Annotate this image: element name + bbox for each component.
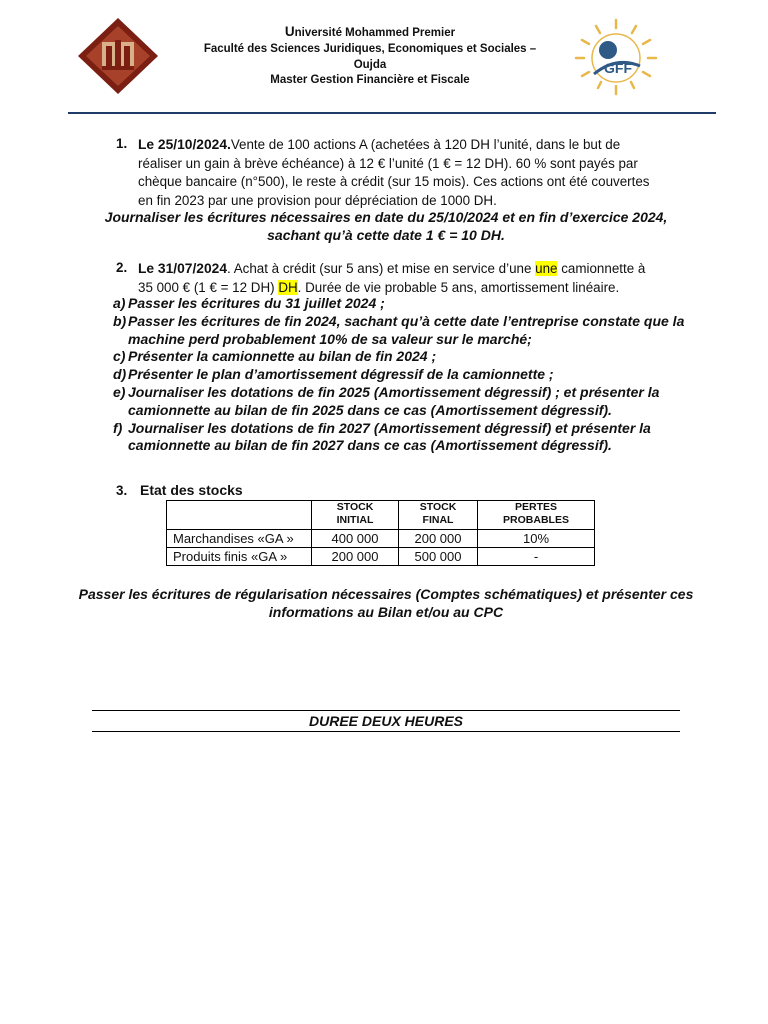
q1-line1: Vente de 100 actions A (achetées à 120 DH l’unité, dans le but de	[230, 137, 621, 152]
q1-task-line2: sachant qu’à cette date 1 € = 10 DH.	[267, 227, 505, 243]
table-header-row	[167, 501, 595, 530]
table-cell: Produits finis «GA »	[167, 548, 312, 566]
q2-highlight-une: une	[535, 261, 558, 276]
table-row	[167, 530, 595, 548]
table-header-pertes: PERTES PROBABLES	[478, 501, 595, 530]
table-cell: 200 000	[399, 530, 478, 548]
table-cell: Marchandises «GA »	[167, 530, 312, 548]
q1-task-line1: Journaliser les écritures nécessaires en date du 25/10/2024 et en fin d’exercice 2024,	[104, 209, 668, 225]
duration-label: DUREE DEUX HEURES	[308, 713, 464, 729]
q1-line3: chèque bancaire (n°500), le reste à crédit (sur 15 mois). Ces actions ont été couvertes	[138, 174, 650, 189]
q2-items-list	[113, 295, 713, 455]
q2-date: Le 31/07/2024	[138, 261, 227, 276]
q2-item-d: d) Présenter le plan d’amortissement dégressif de la camionnette ;	[113, 366, 554, 383]
header-divider	[68, 112, 716, 114]
table-cell: 500 000	[399, 548, 478, 566]
gff-logo	[568, 16, 668, 98]
q2-item-a: a) Passer les écritures du 31 juillet 2024 ;	[113, 295, 385, 311]
q2-number: 2.	[116, 260, 128, 275]
q2-body	[138, 260, 718, 297]
q3-task-line1: Passer les écritures de régularisation nécessaires (Comptes schématiques) et présenter ces	[78, 586, 694, 602]
q3-title: Etat des stocks	[140, 482, 243, 498]
university-name: Université Mohammed Premier	[284, 24, 456, 39]
table-header-empty	[167, 501, 312, 530]
q3-number: 3.	[116, 483, 128, 498]
q2-item-e: e) Journaliser les dotations de fin 2025 (Amortissement dégressif) ; et présenter la camionnette au bilan de fin 2025 dans ce cas (Amortissement dégressif).	[113, 383, 660, 418]
q1-line4: en fin 2023 par une provision pour dépréciation de 1000 DH.	[138, 192, 497, 208]
q3-task-line2: informations au Bilan et/ou au CPC	[268, 604, 504, 620]
q1-date: Le 25/10/2024.	[138, 137, 231, 152]
table-row	[167, 548, 595, 566]
footer-bottom-rule	[92, 731, 680, 732]
footer-top-rule	[92, 710, 680, 711]
master-name: Master Gestion Financière et Fiscale	[270, 74, 470, 86]
q2-item-f: f) Journaliser les dotations de fin 2027 (Amortissement dégressif) et présenter la camionnette au bilan de fin 2027 dans ce cas (Amortissement dégressif).	[113, 419, 651, 454]
city-name: Oujda	[353, 59, 387, 71]
gff-logo-text: GFF	[604, 60, 632, 76]
faculty-name: Faculté des Sciences Juridiques, Economiques et Sociales –	[203, 43, 537, 55]
q2-highlight-dh: DH	[278, 279, 298, 295]
q2-line2-end: . Durée de vie probable 5 ans, amortissement linéaire.	[297, 279, 620, 295]
table-cell: 10%	[478, 530, 595, 548]
table-header-stock-initial: STOCK INITIAL	[312, 501, 399, 530]
q1-line2: réaliser un gain à brève échéance) à 12 € l’unité (1 € = 12 DH). 60 % sont payés par	[138, 155, 638, 171]
q2-line1-end: camionnette à	[557, 261, 646, 276]
q2-item-b: b) Passer les écritures de fin 2024, sachant qu’à cette date l’entreprise constate que la machine perd probablement 10% de sa valeur sur le marché;	[113, 312, 685, 347]
q1-number: 1.	[116, 136, 128, 151]
table-cell: 200 000	[312, 548, 399, 566]
q2-line2-text: 35 000 € (1 € = 12 DH)	[138, 279, 279, 295]
q2-line1-text: . Achat à crédit (sur 5 ans) et mise en service d’une	[227, 261, 536, 276]
q1-body	[138, 136, 718, 210]
q2-item-c: c) Présenter la camionnette au bilan de fin 2024 ;	[113, 348, 437, 365]
table-cell: -	[478, 548, 595, 566]
table-header-stock-final: STOCK FINAL	[399, 501, 478, 530]
university-logo	[76, 16, 160, 96]
stock-table	[166, 500, 595, 566]
table-cell: 400 000	[312, 530, 399, 548]
